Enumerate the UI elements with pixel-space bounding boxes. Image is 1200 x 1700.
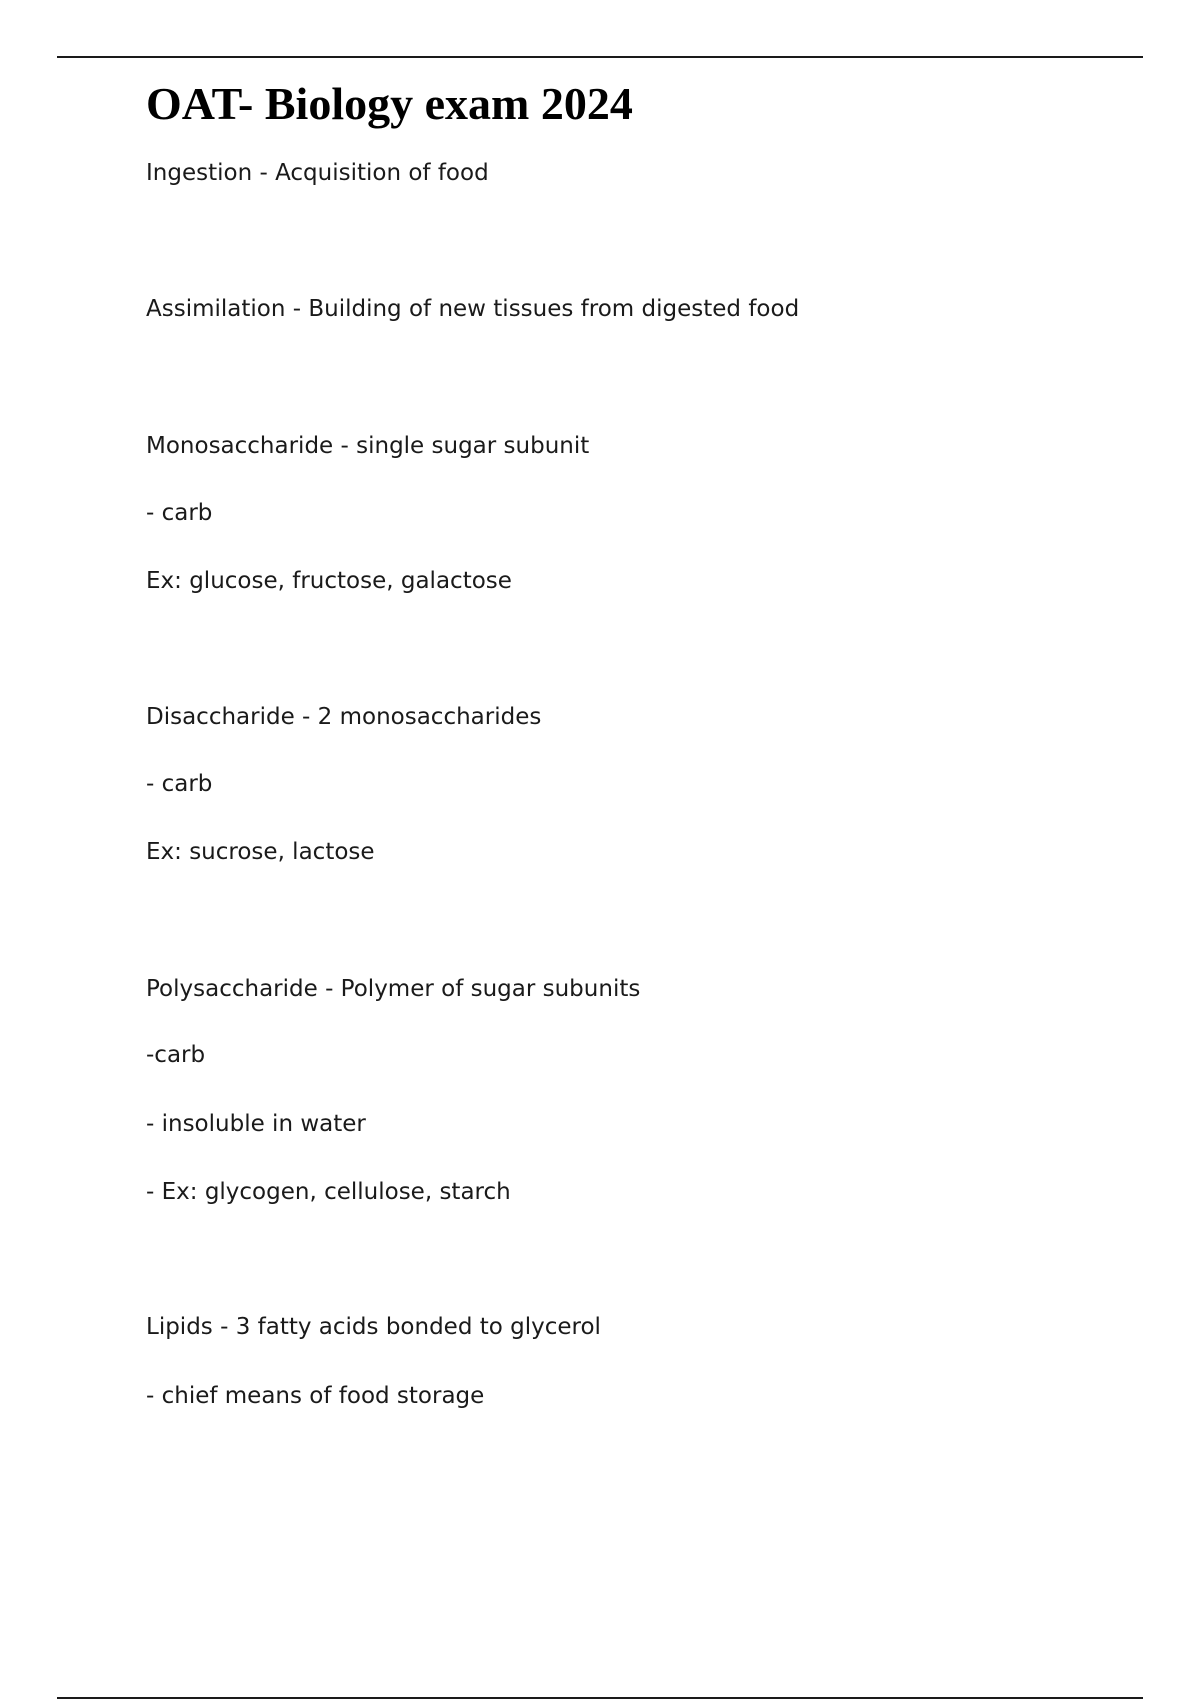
term-lipids: Lipids - 3 fatty acids bonded to glycerol bbox=[146, 1314, 601, 1340]
term-assimilation: Assimilation - Building of new tissues from digested food bbox=[146, 296, 800, 322]
top-divider bbox=[57, 56, 1143, 58]
page-title: OAT- Biology exam 2024 bbox=[146, 78, 633, 129]
term-polysaccharide: Polysaccharide - Polymer of sugar subunits bbox=[146, 976, 641, 1002]
monosaccharide-examples: Ex: glucose, fructose, galactose bbox=[146, 568, 512, 594]
term-monosaccharide: Monosaccharide - single sugar subunit bbox=[146, 433, 590, 459]
disaccharide-examples: Ex: sucrose, lactose bbox=[146, 839, 375, 865]
disaccharide-note-carb: - carb bbox=[146, 771, 213, 797]
term-ingestion: Ingestion - Acquisition of food bbox=[146, 160, 489, 186]
polysaccharide-note-carb: -carb bbox=[146, 1042, 206, 1068]
term-disaccharide: Disaccharide - 2 monosaccharides bbox=[146, 704, 542, 730]
monosaccharide-note-carb: - carb bbox=[146, 500, 213, 526]
lipids-note-storage: - chief means of food storage bbox=[146, 1383, 485, 1409]
polysaccharide-examples: - Ex: glycogen, cellulose, starch bbox=[146, 1179, 511, 1205]
polysaccharide-note-insoluble: - insoluble in water bbox=[146, 1111, 366, 1137]
bottom-divider bbox=[57, 1697, 1143, 1699]
